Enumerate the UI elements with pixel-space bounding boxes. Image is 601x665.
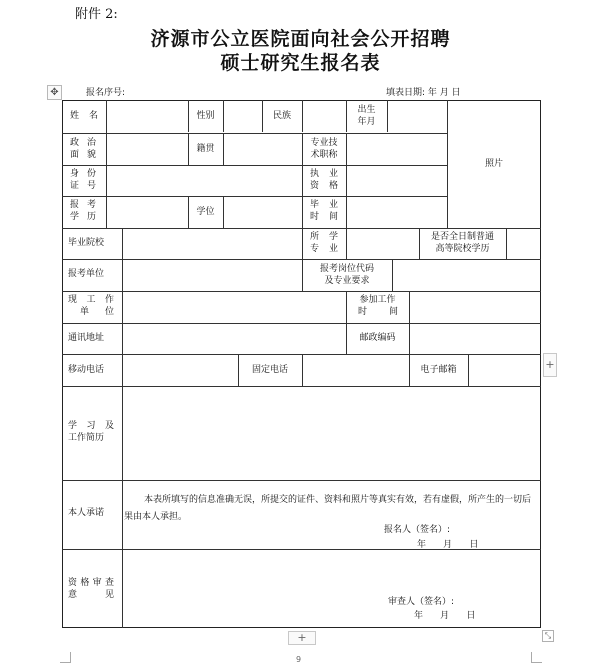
apply-unit-label: 报考单位 [68,269,105,279]
row-divider [62,291,541,292]
plus-icon[interactable]: + [543,353,557,377]
gender-label: 性别 [196,111,215,121]
resize-icon[interactable]: ⤡ [542,630,554,642]
applicant-signature-label: 报名人（签名）: [384,525,451,535]
work-start-label-line1: 参加工作 [359,295,396,305]
page-number: 9 [296,655,302,664]
birth-label-line2: 年月 [357,117,376,127]
education-label-line2: 学 历 [70,212,96,222]
license-label-line2: 资 格 [310,181,338,191]
native-place-label: 籍贯 [196,144,215,154]
major-label-line2: 专 业 [310,244,338,254]
graduation-time-label-line2: 时 间 [310,212,338,222]
row-divider [62,165,447,166]
graduation-time-label-line1: 毕 业 [310,200,338,210]
crop-mark [531,652,542,663]
photo-box-label: 照片 [484,159,503,169]
email-label: 电子邮箱 [420,365,457,375]
fulltime-label-line1: 是否全日制普通 [430,232,494,242]
current-employer-label-line1: 现 工 作 [68,295,114,305]
work-start-label-line2: 时 间 [358,307,398,317]
current-employer-label-line2: 单 位 [80,307,114,317]
political-label-line1: 政 治 [70,138,96,148]
resume-label-line1: 学 习 及 [68,421,114,431]
political-label-line2: 面 貌 [70,150,96,160]
fulltime-label-line2: 高等院校学历 [435,244,490,254]
crop-mark [60,652,71,663]
mobile-label: 移动电话 [68,365,105,375]
promise-text: 本表所填写的信息准确无误，所提交的证件、资料和照片等真实有效，若有虚假，所产生的一切后果由本人承担。 [124,495,532,522]
attachment-label: 附件 2: [75,7,118,22]
fill-date-label: 填表日期: 年 月 日 [386,88,461,98]
license-label-line1: 执 业 [310,169,338,179]
promise-label: 本人承诺 [68,508,105,518]
birth-label-line1: 出生 [357,105,376,115]
page-title: 济源市公立医院面向社会公开招聘 [150,28,451,50]
postcode-label: 邮政编码 [359,333,396,343]
registration-number-label: 报名序号: [86,88,126,98]
school-label: 毕业院校 [68,238,105,248]
move-icon[interactable]: ✥ [47,85,62,100]
page-subtitle: 硕士研究生报名表 [220,52,381,74]
reviewer-signature-label: 审查人（签名）: [388,597,455,607]
degree-label: 学位 [196,207,215,217]
phone-label: 固定电话 [251,365,288,375]
education-label-line1: 报 考 [70,200,96,210]
professional-title-label-line2: 术职称 [310,150,338,160]
major-label-line1: 所 学 [310,232,338,242]
professional-title-label-line1: 专业技 [310,138,338,148]
id-number-label-line1: 身 份 [70,169,96,179]
applicant-date-label: 年 月 日 [417,540,479,550]
row-divider [62,480,541,481]
review-label-line2: 意 见 [68,590,114,600]
post-code-label-line1: 报考岗位代码 [319,264,374,274]
id-number-label-line2: 证 号 [70,181,96,191]
row-divider [62,133,447,134]
row-divider [62,196,447,197]
address-label: 通讯地址 [68,333,105,343]
plus-icon[interactable]: + [288,631,316,645]
review-label-line1: 资格审查 [68,578,114,588]
resume-label-line2: 工作简历 [68,433,105,443]
row-divider [62,323,541,324]
ethnicity-label: 民族 [272,111,291,121]
name-label: 姓 名 [70,111,98,121]
row-divider [62,386,541,387]
reviewer-date-label: 年 月 日 [414,611,476,621]
post-code-label-line2: 及专业要求 [324,276,370,286]
